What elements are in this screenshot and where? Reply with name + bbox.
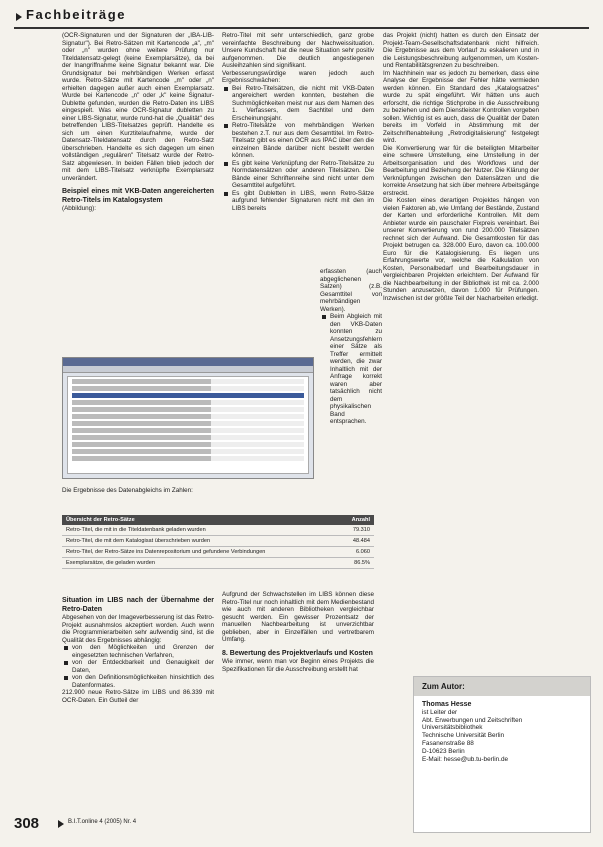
window-menubar	[63, 366, 313, 373]
bullet-item: von den Definitionsmöglichkeiten hinsichtlich des Datenformates.	[62, 674, 214, 689]
subheading: Situation im LIBS nach der Übernahme der Retro-Daten	[62, 597, 214, 613]
journal-reference: B.I.T.online 4 (2005) Nr. 4	[68, 819, 137, 825]
bullet-item: Es gibt keine Verknüpfung der Retro-Titelsätze zu Normdatensätzen oder anderen Titelsätzen. Die Bände einer Schriftenreihe sind nicht unter dem Gesamttitel aufgeführt.	[222, 160, 374, 190]
table-row	[62, 558, 374, 569]
paragraph: (OCR-Signaturen und der Signaturen der „IBA-LIB-Signatur"). Bei Retro-Sätzen mit Kartencode „a", „m" oder „n" wurden ohne weitere Prüfung nur Titeldatensatz-gelegt (keine Exemplarsätze), da bei der Inangriffnahme keine Signatur bekannt war. Die Grundsignatur bei mehrbändigen Werken erfasst wurde. Retro-Sätze mit Kartencode „m" oder „n" erhielten dagegen außer auch einen Exemplarsatz. Wurde bei Kartencode „n" oder „k" keine Signatur-Dublette gefunden, wurden die Retro-Daten ins LIBS eingespielt. Was eine OCR-Signatur dubletten zu einer LIBS-Signatur, wurde rund-hat die „Qualität" des betreffenden LIBS-Titelsatzes geprüft. Handelte es sich um einen Kurztitelaufnahme, wurde der Datensatz-Titeldatensatz durch den Retro-Satz überschrieben. Handelte es sich dagegen um einen vollständigen „regulären" Titelsatz wurde der Retro-Satz abgewiesen. In beiden Fällen blieb jedoch der mit dem LIBS-Titelsatz verknüpfte Exemplarsatz unverändert.	[62, 32, 214, 182]
column-1	[62, 32, 214, 213]
author-line: Fasanenstraße 88	[422, 739, 474, 747]
column-header: Anzahl	[339, 515, 374, 525]
paragraph: Verbesserungswürdige waren jedoch auch Ergebnisschwächen:	[222, 69, 374, 84]
paragraph: Abgesehen von der Imageverbesserung ist das Retro-Projekt ausnahmslos akzeptiert worden. Auch wenn die Programmierarbeiten sehr aufwendig sind, ist die Qualität des Ergebnisses abhängig:	[62, 614, 214, 644]
table-cell: Exemplarsätze, die geladen wurden	[62, 558, 339, 569]
table-row	[62, 525, 374, 536]
bullet-item: von den Möglichkeiten und Grenzen der eingesetzten technischen Verfahren,	[62, 644, 214, 659]
paragraph: Aufgrund der Schwachstellen im LIBS können diese Retro-Titel nur noch inhaltlich mit dem Medienbestand wie auch mit anderen Bibliotheken vergleichbar gesucht werden. Ein gewisser Prozentsatz der manuellen Nachbearbeitung ist unverzichtbar geblieben, aber in Einzelfällen und vertretbarem Umfang.	[222, 591, 374, 643]
page-footer	[14, 815, 344, 835]
subheading: 8. Bewertung des Projektverlaufs und Kosten	[222, 649, 373, 657]
table-caption: Die Ergebnisse des Datenabgleichs im Zahlen:	[62, 487, 193, 494]
author-role: ist Leiter der	[422, 708, 458, 716]
lower-column-2	[222, 591, 374, 673]
list-item	[72, 386, 304, 391]
column-2	[222, 32, 374, 212]
author-name: Thomas Hesse	[422, 701, 472, 708]
paragraph: erfassten (auch abgeglichenen Satzen) (z.B. Gesamttitel von mehrbändigen Werken).	[320, 268, 382, 313]
paragraph: das Projekt (nicht) hatten es durch den Einsatz der Projekt-Team-Gesellschaftsdatenbank nicht hilfreich. Die Ergebnisse aus dem Vorlauf zu eskalieren und in die Leistungsbeschreibung aufgenommen, um Kosten- und Rentabilitätsgrenzen zu beschreiben.	[383, 32, 539, 69]
column-3	[383, 32, 539, 302]
paragraph: (Abbildung):	[62, 205, 96, 212]
author-line: D-10623 Berlin	[422, 747, 465, 755]
paragraph: Die Konvertierung war für die beteiligten Mitarbeiter eine schwere Umstellung, eine Umstellung in der Arbeitsorganisation und des Workflows und der Bearbeitung und Beziehung der Nutzer. Die Klärung der Verknüpfungen zwischen den Datensätzen und die korrekte Ansetzung hat sich über mehrere Arbeitsgänge erstreckt.	[383, 144, 539, 197]
window-content	[67, 376, 309, 474]
table-cell: Retro-Titel, die mit dem Katalogisat überschrieben wurden	[62, 536, 339, 547]
list-item	[72, 407, 304, 412]
author-heading: Zum Autor:	[414, 677, 590, 696]
list-item	[72, 428, 304, 433]
bullet-item: Beim Abgleich mit den VKB-Daten konnten zu Ansetzungsfehlern einer Sätze als Treffer ermittelt werden, die zwar Inhaltlich mit der Anfrage korrekt waren aber tatsächlich nicht dem physikalischen Band entsprachen.	[320, 313, 382, 426]
list-item	[72, 456, 304, 461]
triangle-marker-icon	[58, 820, 64, 828]
column-header: Übersicht der Retro-Sätze	[62, 515, 339, 525]
table-row	[62, 536, 374, 547]
list-item	[72, 442, 304, 447]
lower-column-1	[62, 591, 214, 704]
catalog-screenshot-image	[62, 357, 314, 479]
table-cell: 79.310	[339, 525, 374, 536]
author-body	[414, 696, 590, 768]
results-table	[62, 515, 374, 569]
paragraph: 212.900 neue Retro-Sätze im LIBS und 86.339 mit OCR-Daten. Ein Gutteil der	[62, 689, 214, 704]
table-cell: Retro-Titel, die mit in die Titeldatenbank geladen wurden	[62, 525, 339, 536]
author-line: Universitätsbibliothek	[422, 724, 483, 732]
header-rule	[14, 27, 589, 29]
author-line: Abt. Erwerbungen und Zeitschriften	[422, 716, 523, 724]
list-item	[72, 435, 304, 440]
bullet-item: Bei Retro-Titelsätzen, die nicht mit VKB-Daten angereichert werden konnten, bestehen die Suchmöglichkeiten meist nur aus dem Namen des 1. Verfassers, dem Sachtitel und dem Erscheinungsjahr.	[222, 85, 374, 123]
bullet-item: Retro-Titelsätze von mehrbändigen Werken bestehen z.T. nur aus dem Gesamttitel. Im Retro-Titelsatz gibt es einen OCR aus IPAC über den die einzelnen Bände darüber nicht bestellt werden können.	[222, 122, 374, 160]
paragraph: Wie immer, wenn man vor Beginn eines Projekts die Spezifikationen für die Ausschreibung erstellt hat	[222, 658, 374, 673]
table-cell: 48.484	[339, 536, 374, 547]
window-titlebar	[63, 358, 313, 366]
table-cell: Retro-Titel, der Retro-Sätze ins Datenrepositorium und gefundene Verbindungen	[62, 547, 339, 558]
bullet-item: Es gibt Dubletten in LIBS, wenn Retro-Sätze aufgrund fehlender Signaturen nicht mit den im LIBS bereits	[222, 190, 374, 213]
paragraph: Im Nachhinein war es jedoch zu bemerken, dass eine Analyse der Ergebnisse der Fehler hätte vermieden werden können. Ein Standard des „Katalogsatzes" wurde zu spät eingeführt. Wir hätten uns auch erforscht, die richtige Stichprobe in die Ausschreibung zu beziehen und dem Dienstleister Kontrollen vorgeben sollen. Wichtig ist es auch, dass die Qualität der Daten bereits im Vorfeld in Abstimmung mit der Zeitschriftenabteilung „Retrodigitalisierung" festgelegt wird.	[383, 69, 539, 144]
author-box	[413, 676, 591, 833]
author-email: E-Mail: hesse@ub.tu-berlin.de	[422, 755, 509, 763]
triangle-marker-icon	[16, 13, 22, 21]
author-line: Technische Universität Berlin	[422, 732, 505, 740]
column-2-continued	[320, 268, 382, 426]
list-item	[72, 393, 304, 398]
list-item	[72, 414, 304, 419]
section-title: Fachbeiträge	[26, 7, 127, 22]
bullet-item: von der Entdeckbarkeit und Genauigkeit der Daten,	[62, 659, 214, 674]
table-cell: 6.060	[339, 547, 374, 558]
list-item	[72, 421, 304, 426]
paragraph: Die Kosten eines derartigen Projektes hängen von vielen Faktoren ab, wie Umfang der Bestände, Zustand der Karten und erforderliche Kontrollen. Mit dem Anbieter wurde ein pauschaler Fixpreis vereinbart. Bei unserer Konvertierung von rund 200.000 Titelsätzen rechnet sich der Aufwand. Die Gesamtkosten für das Projekt betrugen ca. 328.000 Euro, davon ca. 100.000 Euro für die Katalogisierung. Es liegen uns Erfahrungswerte vor, welche die Kalkulation von Kosten, Personalbedarf und Bearbeitungsdauer in vergleichbaren Projekten erleichtern. Der Aufwand für die Nachbearbeitung in der Bibliothek ist mit ca. 2.000 Stunden anzusetzen, davon 1.000 für Prüfungen. Inzwischen ist der größte Teil der Nacharbeiten erledigt.	[383, 197, 539, 302]
paragraph: Retro-Titel mit sehr unterschiedlich, ganz grobe vereinfachte Beschreibung der Nachweissituation. Unsere Kundschaft hat die neue Situation sehr positiv aufgenommen. Die deutlich angestiegenen Ausleihzahlen sind signifikant.	[222, 32, 374, 69]
list-item	[72, 449, 304, 454]
table-header-row	[62, 515, 374, 525]
table-row	[62, 547, 374, 558]
page-number: 308	[14, 815, 40, 832]
list-item	[72, 400, 304, 405]
section-header	[14, 6, 589, 28]
table-cell: 86.5%	[339, 558, 374, 569]
subheading: Beispiel eines mit VKB-Daten angereicherten Retro-Titels im Katalogsystem	[62, 188, 214, 204]
list-item	[72, 379, 304, 384]
